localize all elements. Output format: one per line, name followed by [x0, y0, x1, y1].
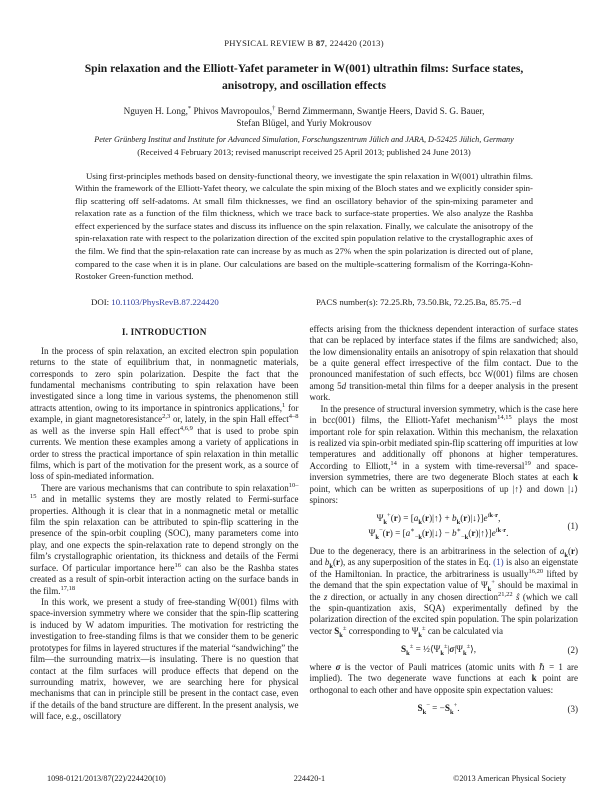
equation-1-body — [310, 511, 568, 540]
title-line-2: anisotropy, and oscillation effects — [221, 78, 387, 92]
section-heading-introduction: I. INTRODUCTION — [121, 326, 207, 337]
title-line-1: Spin relaxation and the Elliott-Yafet parameter in W(001) ultrathin films: Surface states, — [84, 62, 524, 75]
equation-2-number: (2) — [567, 644, 578, 655]
equation-3-body: $S_k^- = -S_k^+$. — [417, 702, 460, 717]
equation-1-line-2: $\Psi_k^-(r)$ = [$a^∗_{-k}(r)|↓⟩$ − $b^∗_{-k}(r)|↑⟩]e^{ik\cdot r}$. — [368, 527, 509, 541]
paragraph-degeneracy: Due to the degeneracy, there is an arbitrariness in the selection of $a_k(r)$ and $b_k(r)$, as any superposition of the states in Eq. (1) is also an eigenstate of the Hamiltonian. In practice, the arbitrariness is usually$^{16,20}$ lifted by the demand that the spin expectation value of $\Psi_k^+$ should be maximal in the z direction, or actually in any chosen direction$^{21,22}$ ŝ (which we call the spin-quantization axis, SQA) experimentally defined by the polarization direction of the excited spin population. The spin polarization vector $S_k^\pm$ corresponding to $\Psi_k^\pm$ can be calculated via — [309, 545, 579, 639]
equation-2-body: $S_k^\pm$ = $\frac{1}{2}⟨\Psi_k^\pm|\sigma|\Psi_k^\pm⟩$, — [400, 643, 477, 658]
doi-link[interactable]: 10.1103/PhysRevB.87.224420 — [111, 296, 219, 307]
journal-header: PHYSICAL REVIEW B 87, 224420 (2013) — [224, 38, 384, 48]
doi-pacs-row — [75, 297, 533, 307]
equation-1 — [310, 511, 579, 540]
paragraph-intro-3-continued: effects arising from the thickness dependent interaction of surface states that can be replaced by interface states if the films are sandwiched; also, the low dimensionality entails an anisotropy of spin relaxation that should be a quite general effect irrespective of the film contact. Due to the pronounced manifestation of such effects, bcc W(001) films are chosen among 5d transition-metal thin films for a deeper analysis in the present work. — [309, 323, 578, 403]
paragraph-intro-1: In the process of spin relaxation, an excited electron spin population returns to the state of equilibrium that, in nonmagnetic materials, corresponds to zero spin polarization. Despite the fact that the fundamental mechanisms contributing to spin relaxation have been investigated since a long time in various systems, the phenomenon still attracts attention, owing to its importance in spintronics applications,$^1$ for example, in giant magnetoresistance$^{2,3}$ or, lately, in the spin Hall effect$^{4-8}$ as well as the inverse spin Hall effect$^{4,6,9}$ that is used to probe spin currents. We mention these examples among a variety of applications in order to stress the practical importance of spin relaxation in thin metallic films, which is part of the motivation for the present work, as a source of loss of spin-mediated information. — [30, 345, 299, 482]
equation-1-number: (1) — [567, 521, 578, 532]
footer-copyright: ©2013 American Physical Society — [453, 774, 566, 783]
column-left — [30, 324, 299, 723]
equation-3 — [310, 701, 579, 716]
equation-3-number: (3) — [567, 703, 578, 714]
two-column-body — [30, 324, 578, 723]
affiliation: Peter Grünberg Institut and Institute for Advanced Simulation, Forschungszentrum Jülich and JARA, D-52425 Jülich, Germany — [94, 134, 514, 144]
page-footer — [47, 774, 566, 783]
column-right — [310, 324, 579, 723]
pacs-numbers: PACS number(s): 72.25.Rb, 73.50.Bk, 72.25.Ba, 85.75.−d — [315, 296, 521, 307]
paragraph-pauli: where σ is the vector of Pauli matrices (atomic units with ℏ = 1 are implied). The two degenerate wave functions at each k point are orthogonal to each other and have opposite spin expectation values: — [309, 661, 578, 695]
equation-2 — [310, 642, 579, 657]
paper-title — [38, 61, 570, 95]
abstract-text: Using first-principles methods based on density-functional theory, we investigate the spin relaxation in W(001) ultrathin films. Within the framework of the Elliott-Yafet theory, we calculate the spin mixing of the Bloch states and we explicitly consider spin-flip scattering off self-adatoms. At small film thicknesses, we find an oscillatory behavior of the spin-mixing parameter and relaxation rate as a function of the film thickness, which we trace back to surface-state properties. We also analyze the Rashba effect experienced by the surface states and discuss its influence on the spin relaxation. Finally, we calculate the anisotropy of the spin-relaxation rate with respect to the polarization direction of the excited spin population relative to the crystallographic axes of the film. We find that the spin-relaxation rate can increase by as much as 27% when the spin polarization is directed out of plane, compared to the case when it is in plane. Our calculations are based on the multiple-scattering formalism of the Korringa-Kohn-Rostoker Green-function method. — [75, 170, 533, 282]
authors-line-2: Stefan Blügel, and Yuriy Mokrousov — [236, 117, 372, 128]
footer-page-number: 224420-1 — [293, 774, 326, 783]
paragraph-intro-3: In this work, we present a study of free-standing W(001) films with space-inversion symmetry where we consider that the spin-flip scattering is induced by W adatom impurities. The motivation for restricting the investigation to free-standing films is that we consider them to be generic prototypes for films in layered structures if the material “sandwiching” the film—the surrounding matrix—is insulating. There is no question that contact at the film surfaces will produce effects that depend on the surrounding matrix, however, we are searching here for physical mechanisms that can in principle still be present in the contact case, even if the details of the band structure are different. In the present analysis, we will face, e.g., oscillatory — [30, 596, 299, 722]
paragraph-intro-2: There are various mechanisms that can contribute to spin relaxation$^{10-15}$ and in metallic systems they are mostly related to Fermi-surface properties. Although it is clear that in a nonmagnetic metal or metallic film the spin relaxation can be attributed to spin-flip scattering in the presence of the spin-orbit coupling (SOC), many parameters come into play, and one expects the spin-relaxation rate to depend strongly on the film’s crystallographic orientation, its thickness and details of the Fermi surface. Of particular importance here$^{16}$ can also be the Rashba states created as a result of spin-orbit interaction acting on the surface bands in the film.$^{17,18}$ — [30, 481, 299, 596]
authors-line-1: Nguyen H. Long,* Phivos Mavropoulos,† Bernd Zimmermann, Swantje Heers, David S. G. Bauer, — [123, 104, 485, 116]
doi-label: DOI: — [91, 296, 110, 307]
doi — [91, 297, 219, 307]
author-list — [0, 106, 608, 130]
eq-1-reference-link[interactable]: (1) — [493, 557, 504, 568]
footer-issn: 1098-0121/2013/87(22)/224420(10) — [47, 774, 166, 783]
equation-1-line-1: $\Psi_k^+(r)$ = [$a_k(r)|↑⟩$ + $b_k(r)|↓⟩]e^{ik\cdot r}$, — [376, 512, 501, 527]
paragraph-elliott-yafet: In the presence of structural inversion symmetry, which is the case here in bcc(001) films, the Elliott-Yafet mechanism$^{14,15}$ plays the most important role for spin relaxation. Within this mechanism, the relaxation is realized via spin-orbit mediated spin-flip scattering off impurities at low temperatures and additionally off phonons at higher temperatures. According to Elliott,$^{14}$ in a system with time-reversal$^{19}$ and space-inversion symmetries, there are two degenerate Bloch states at each k point, which can be written as superpositions of up |↑⟩ and down |↓⟩ spinors: — [309, 403, 578, 506]
received-line: (Received 4 February 2013; revised manuscript received 25 April 2013; published 24 June 2013) — [137, 146, 471, 157]
